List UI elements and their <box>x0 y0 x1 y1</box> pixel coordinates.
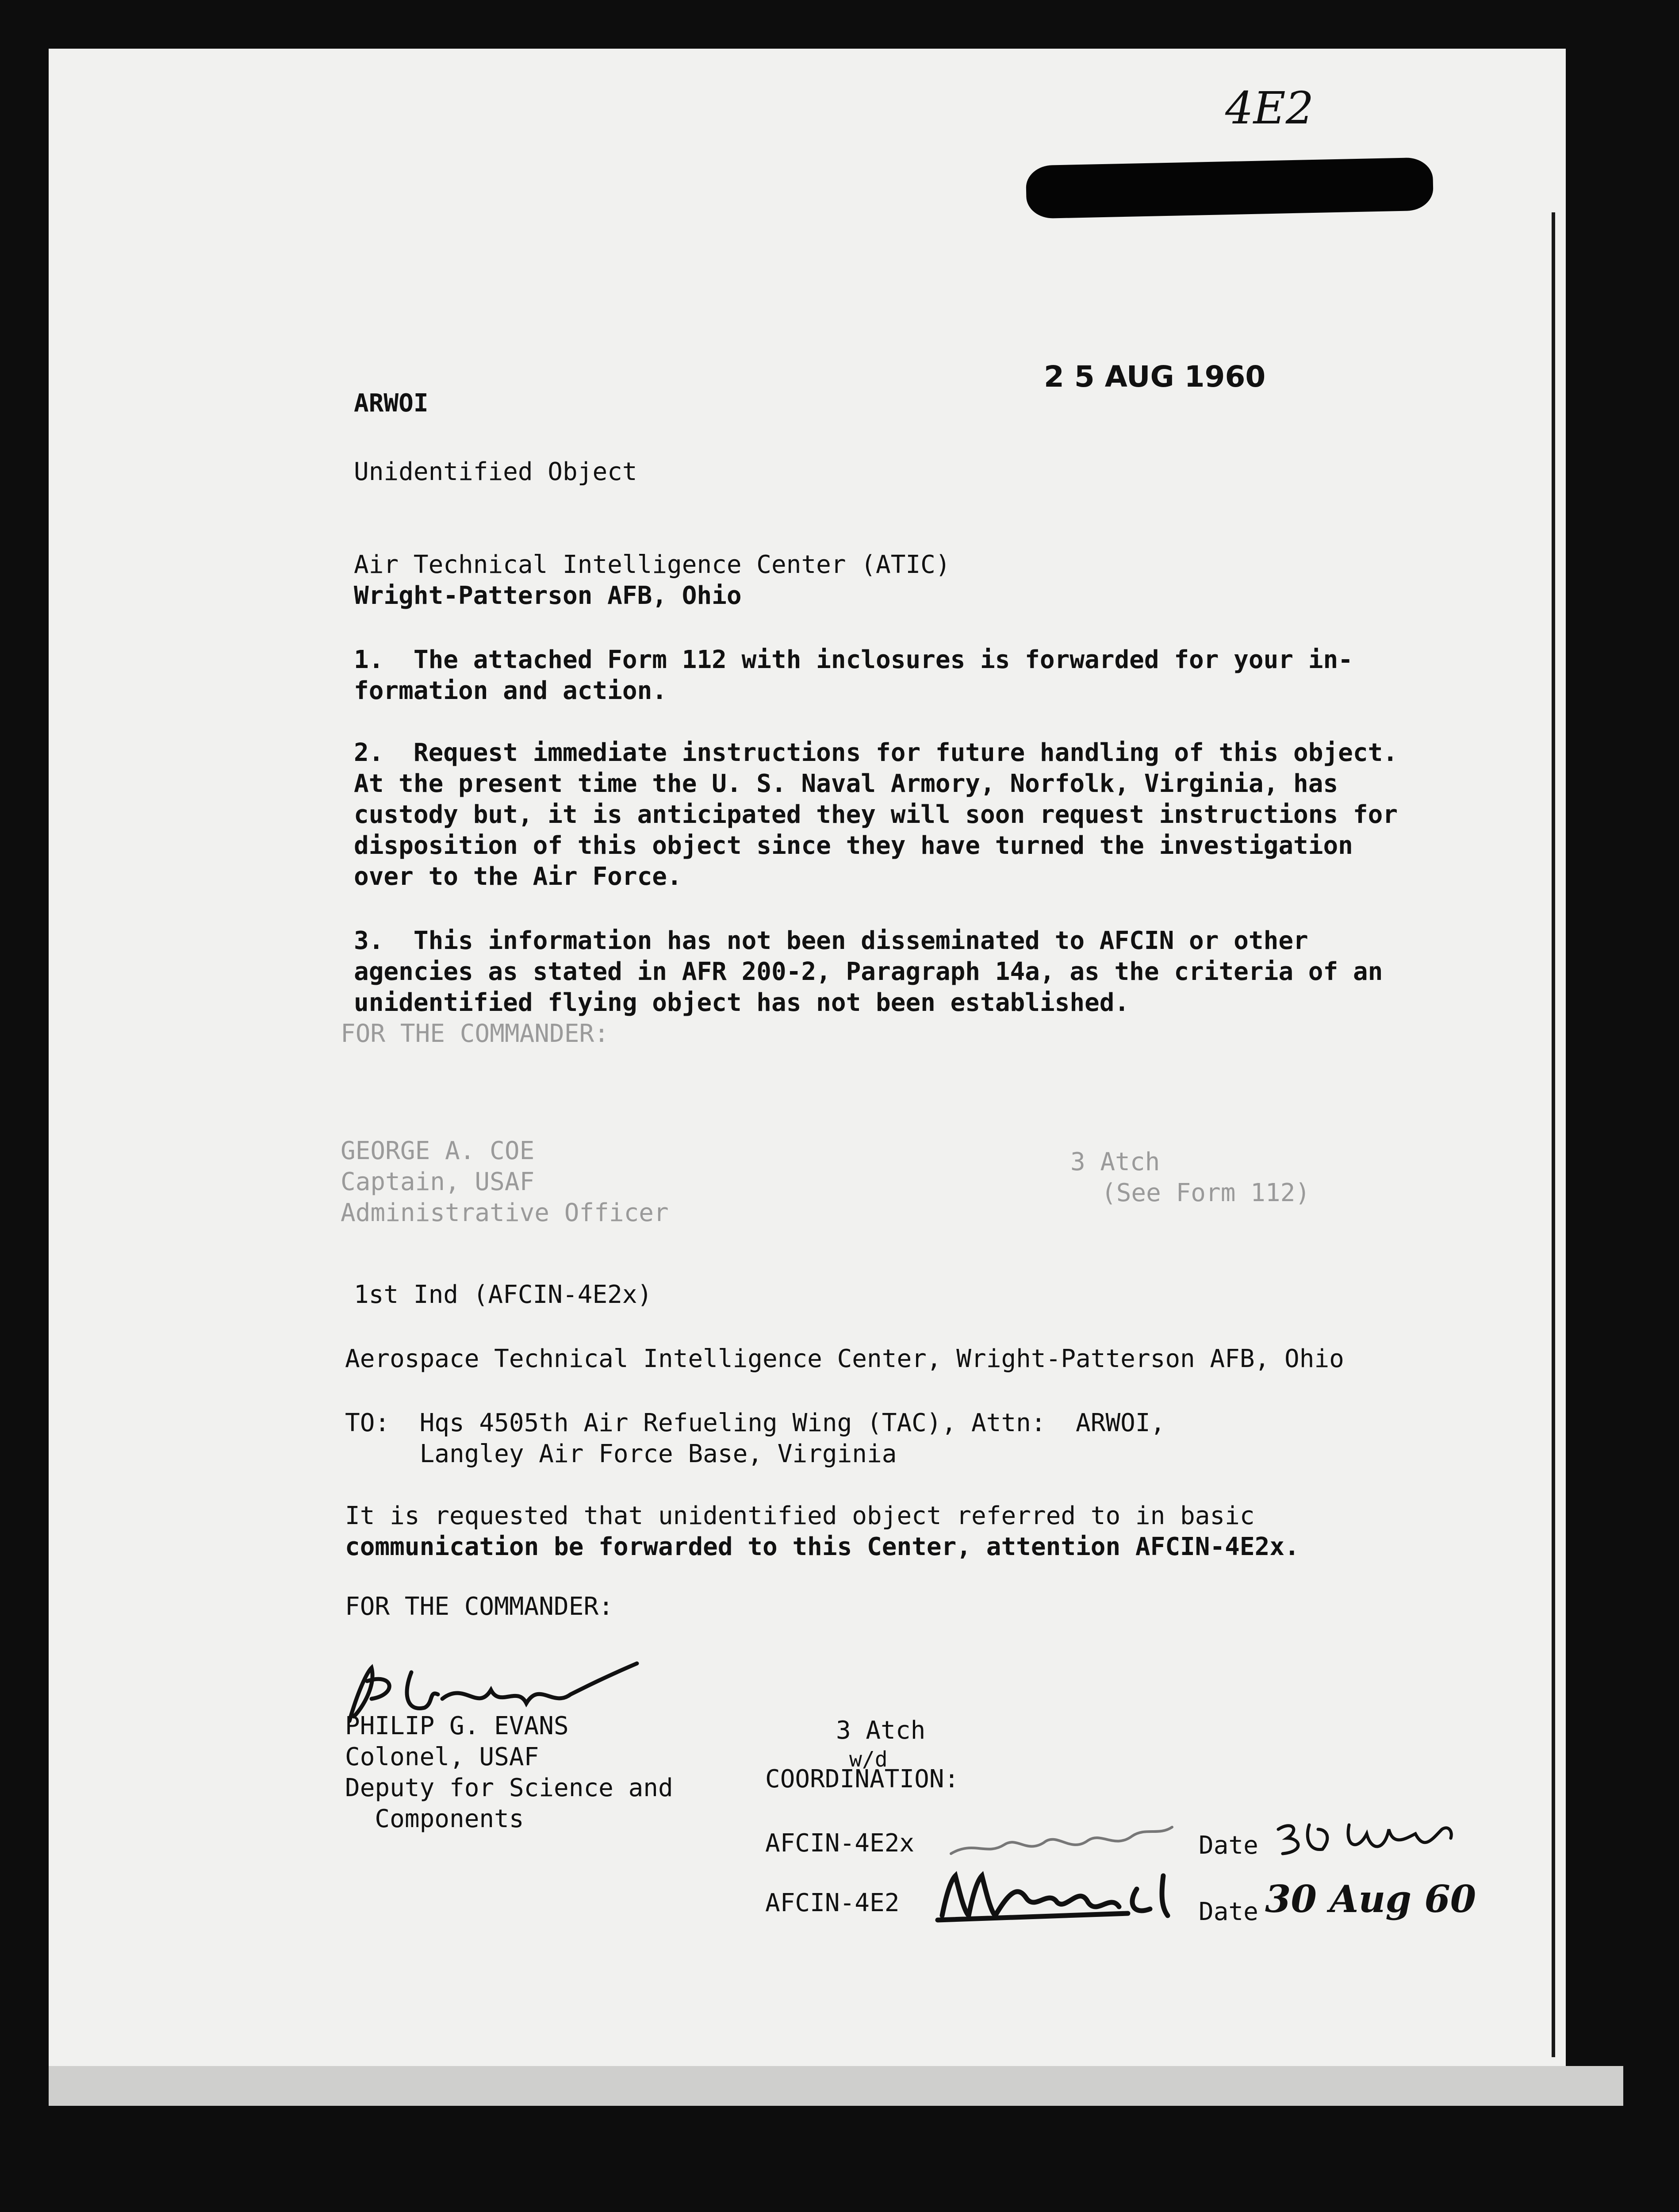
file-code: 4E2 <box>1225 82 1314 134</box>
subject-line: Unidentified Object <box>354 457 637 486</box>
indorsement-body-line: It is requested that unidentified object referred to in basic <box>345 1502 1255 1530</box>
coord-date-label: Date <box>1199 1831 1258 1860</box>
signature-coord-1 <box>947 1814 1177 1863</box>
indorsement-to-1: TO: Hqs 4505th Air Refueling Wing (TAC), Attn: ARWOI, <box>345 1409 1165 1437</box>
attach-line: 3 Atch <box>836 1716 926 1745</box>
indorsement-body-line: communication be forwarded to this Center, attention AFCIN-4E2x. <box>345 1532 1300 1561</box>
signer-line: Captain, USAF <box>341 1167 535 1196</box>
coord-date-value: 30 Aug 60 <box>1265 1877 1476 1921</box>
signer-line: Deputy for Science and <box>345 1774 673 1802</box>
coord-office: AFCIN-4E2 <box>765 1889 900 1917</box>
document-sheet <box>49 49 1566 2066</box>
for-commander-line: FOR THE COMMANDER: <box>345 1592 613 1621</box>
signer-line: Colonel, USAF <box>345 1743 539 1771</box>
scan-border-line <box>1552 212 1555 2057</box>
signer-line: Components <box>345 1805 524 1833</box>
para2-line: custody but, it is anticipated they will soon request instructions for <box>354 800 1398 829</box>
indorsement-to-2: Langley Air Force Base, Virginia <box>345 1440 897 1468</box>
coord-date-handwritten <box>1274 1812 1460 1860</box>
to-line-1: Air Technical Intelligence Center (ATIC) <box>354 550 951 579</box>
coord-date-label: Date <box>1199 1897 1258 1926</box>
signer-line: PHILIP G. EVANS <box>345 1712 569 1740</box>
signer-line: GEORGE A. COE <box>341 1137 535 1165</box>
para1-line: 1. The attached Form 112 with inclosures is forwarded for your in- <box>354 645 1353 674</box>
signature-coord-2 <box>933 1867 1199 1924</box>
coord-office: AFCIN-4E2x <box>765 1829 915 1858</box>
for-commander-line: FOR THE COMMANDER: <box>341 1019 609 1048</box>
coordination-label: COORDINATION: <box>765 1765 959 1793</box>
scan-edge-strip <box>49 2066 1623 2106</box>
para2-line: disposition of this object since they have turned the investigation <box>354 831 1353 860</box>
attach-line: 3 Atch <box>1070 1148 1160 1176</box>
attach-line: (See Form 112) <box>1101 1179 1311 1207</box>
para3-line: 3. This information has not been disseminated to AFCIN or other <box>354 926 1308 955</box>
indorsement-title: 1st Ind (AFCIN-4E2x) <box>354 1280 652 1309</box>
para3-line: agencies as stated in AFR 200-2, Paragraph 14a, as the criteria of an <box>354 957 1383 986</box>
para1-line: formation and action. <box>354 676 667 705</box>
para2-line: 2. Request immediate instructions for future handling of this object. <box>354 738 1398 767</box>
signer-line: Administrative Officer <box>341 1198 669 1227</box>
para2-line: At the present time the U. S. Naval Armory, Norfolk, Virginia, has <box>354 769 1338 798</box>
para3-line: unidentified flying object has not been established. <box>354 988 1130 1017</box>
indorsement-from: Aerospace Technical Intelligence Center, Wright-Patterson AFB, Ohio <box>345 1344 1344 1373</box>
to-line-2: Wright-Patterson AFB, Ohio <box>354 581 742 610</box>
para2-line: over to the Air Force. <box>354 862 682 891</box>
redaction-mark <box>1026 157 1434 219</box>
attach-line: w/d <box>849 1747 888 1772</box>
date-stamp: 2 5 AUG 1960 <box>1044 360 1266 394</box>
office-symbol: ARWOI <box>354 389 429 418</box>
